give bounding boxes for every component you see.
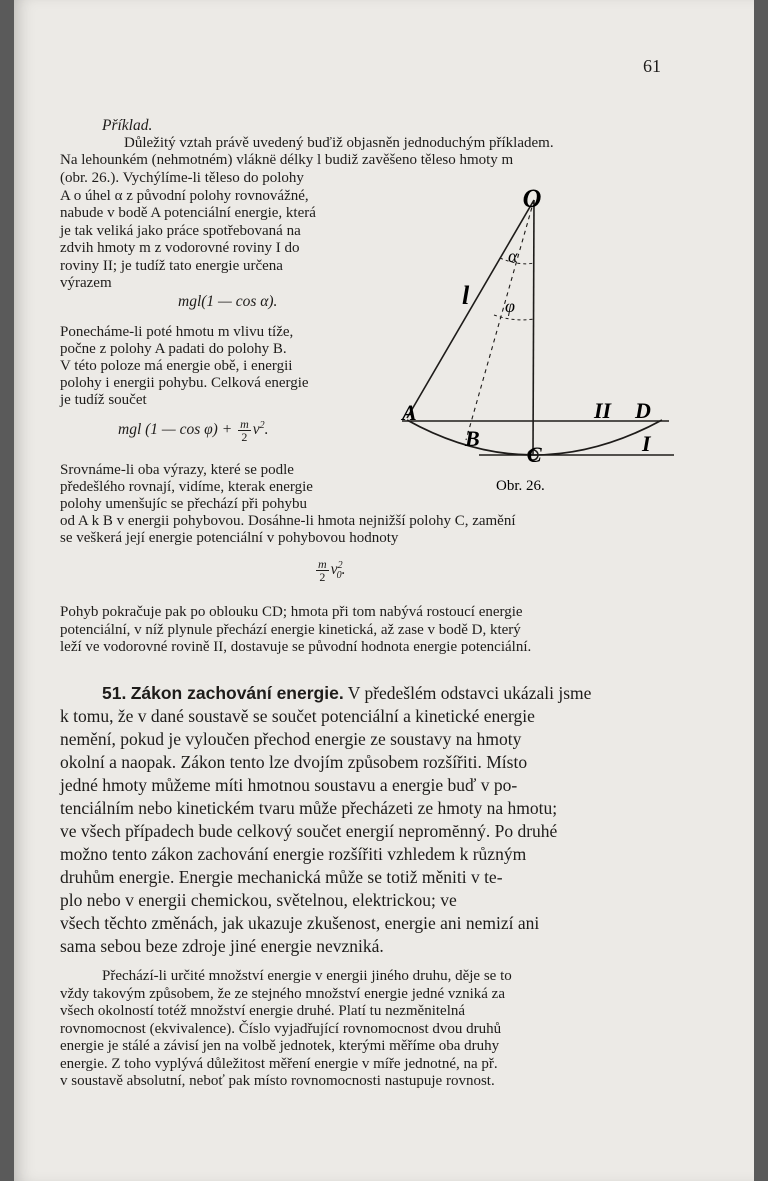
label-D: D: [635, 398, 651, 423]
paragraph-line: Ponecháme-li poté hmotu m vlivu tíže,: [60, 324, 294, 340]
paragraph-line: se veškerá její energie potenciální v pohybovou hodnoty: [60, 530, 399, 546]
example-line: zdvih hmoty m z vodorovné roviny I do: [60, 240, 300, 256]
label-II: II: [594, 398, 612, 423]
example-line: Důležitý vztah právě uvedený buďiž objasněn jednoduchým příkladem.: [124, 135, 554, 151]
formula-kinetic-energy: $\frac{m}{2}$ $v^2_0$.: [318, 557, 346, 584]
example-line: nabude v bodě A potenciální energie, která: [60, 205, 316, 221]
paragraph-line: energie. Z toho vyplývá důležitost měření energie v míře jednotné, na př.: [60, 1056, 498, 1072]
paragraph-line: leží ve vodorovné rovině II, dostavuje se původní hodnota energie potenciální.: [60, 639, 532, 655]
example-line: je tak veliká jako práce spotřebovaná na: [60, 223, 301, 239]
example-line: Na lehounkém (nehmotném) vláknë délky l budiž zavěšeno těleso hmoty m: [60, 152, 514, 168]
formula-potential-energy: mgl(1 — cos α).: [178, 293, 278, 310]
paragraph-line: polohy umenšujíc se přechází při pohybu: [60, 496, 308, 512]
section-line: nemění, pokud je vyloučen přechod energie ze soustavy na hmoty: [60, 729, 522, 749]
label-A: A: [402, 400, 417, 425]
pendulum-figure: [14, 0, 754, 1181]
example-line: (obr. 26.). Vychýlíme-li těleso do polohy: [60, 170, 304, 186]
paragraph-line: předešlého rovnají, vidíme, kterak energie: [60, 479, 313, 495]
paragraph-line: rovnomocnost (ekvivalence). Číslo vyjadřující rovnomocnost dvou druhů: [60, 1021, 502, 1037]
section-line: možno tento zákon zachování energie rozšířiti vzhledem k různým: [60, 844, 527, 864]
section-line: všech těchto změnách, jak ukazuje zkušenost, energie ani nemizí ani: [60, 913, 540, 933]
label-I: I: [642, 431, 651, 456]
label-O: O: [522, 184, 542, 213]
section-line: plo nebo v energii chemickou, světelnou, elektrickou; ve: [60, 890, 457, 910]
paragraph-line: Pohyb pokračuje pak po oblouku CD; hmota při tom nabývá rostoucí energie: [60, 604, 523, 620]
example-heading: Příklad.: [102, 117, 153, 134]
label-C: C: [527, 442, 542, 467]
label-B: B: [465, 426, 480, 451]
vertical-line: [533, 200, 534, 455]
formula-left: mgl (1 — cos φ) +: [118, 421, 233, 439]
paragraph-line: počne z polohy A padati do polohy B.: [60, 341, 287, 357]
section-line: ve všech případech bude celkový součet energií nepromĕnný. Po druhé: [60, 821, 558, 841]
paragraph-line: od A k B v energii pohybovou. Dosáhne-li hmota nejnižší polohy C, zamění: [60, 513, 516, 529]
label-l: l: [462, 281, 470, 310]
paragraph-line: Srovnáme-li oba výrazy, které se podle: [60, 462, 294, 478]
paragraph-line: energie je stálé a závisí jen na volbě jednotek, kterými měříme oba druhy: [60, 1038, 500, 1054]
section-line: tenciálním nebo kinetickém tvaru může přecházeti ze hmoty na hmotu;: [60, 798, 558, 818]
label-alpha: α: [508, 246, 518, 266]
example-line: výrazem: [60, 275, 112, 291]
paragraph-line: je tudíž součet: [60, 392, 147, 408]
example-line: roviny II; je tudíž tato energie určena: [60, 258, 283, 274]
section-line: jedné hmoty můžeme míti hmotnou soustavu a energie buď v po-: [60, 775, 518, 795]
fraction: $\frac{m}{2}$: [318, 557, 327, 584]
section-first-line-rest: V předešlém odstavci ukázali jsme: [347, 683, 592, 703]
page-number: 61: [643, 56, 661, 76]
paragraph-line: Přechází-li určité množství energie v energii jiného druhu, děje se to: [102, 968, 512, 984]
section-line: druhům energie. Energie mechanická může se totiž měniti v te-: [60, 867, 503, 887]
paragraph-line: V této poloze má energie obě, i energii: [60, 358, 293, 374]
section-line: okolní a naopak. Zákon tento lze dvojím způsobem rozšířiti. Místo: [60, 752, 528, 772]
paragraph-line: všech okolností totéž množství energie druhé. Platí tu nezměnitelná: [60, 1003, 466, 1019]
fraction: $\frac{m}{2}$: [240, 417, 249, 444]
section-line: k tomu, že v dané soustavě se součet potenciální a kinetické energie: [60, 706, 535, 726]
example-line: A o úhel α z původní polohy rovnovážné,: [60, 188, 309, 204]
formula-total-energy: mgl (1 — cos φ) + $\frac{m}{2}$ $v^2$.: [118, 417, 269, 444]
paragraph-line: vždy takovým způsobem, že ze stejného množství energie jedné vzniká za: [60, 986, 505, 1002]
section-title: Zákon zachování energie.: [130, 683, 344, 703]
paragraph-line: polohy i energii pohybu. Celková energie: [60, 375, 309, 391]
section-line: sama sebou beze zdroje jiné energie nevzniká.: [60, 936, 384, 956]
paragraph-line: v soustavě absolutní, neboť pak místo rovnomocnosti nastupuje rovnost.: [60, 1073, 495, 1089]
paragraph-line: potenciální, v níž plynule přechází energie kinetická, až zase v bodě D, který: [60, 622, 521, 638]
figure-caption: Obr. 26.: [496, 478, 545, 494]
label-phi: φ: [505, 296, 515, 316]
section-number: 51.: [102, 683, 127, 703]
book-page: [14, 0, 754, 1181]
